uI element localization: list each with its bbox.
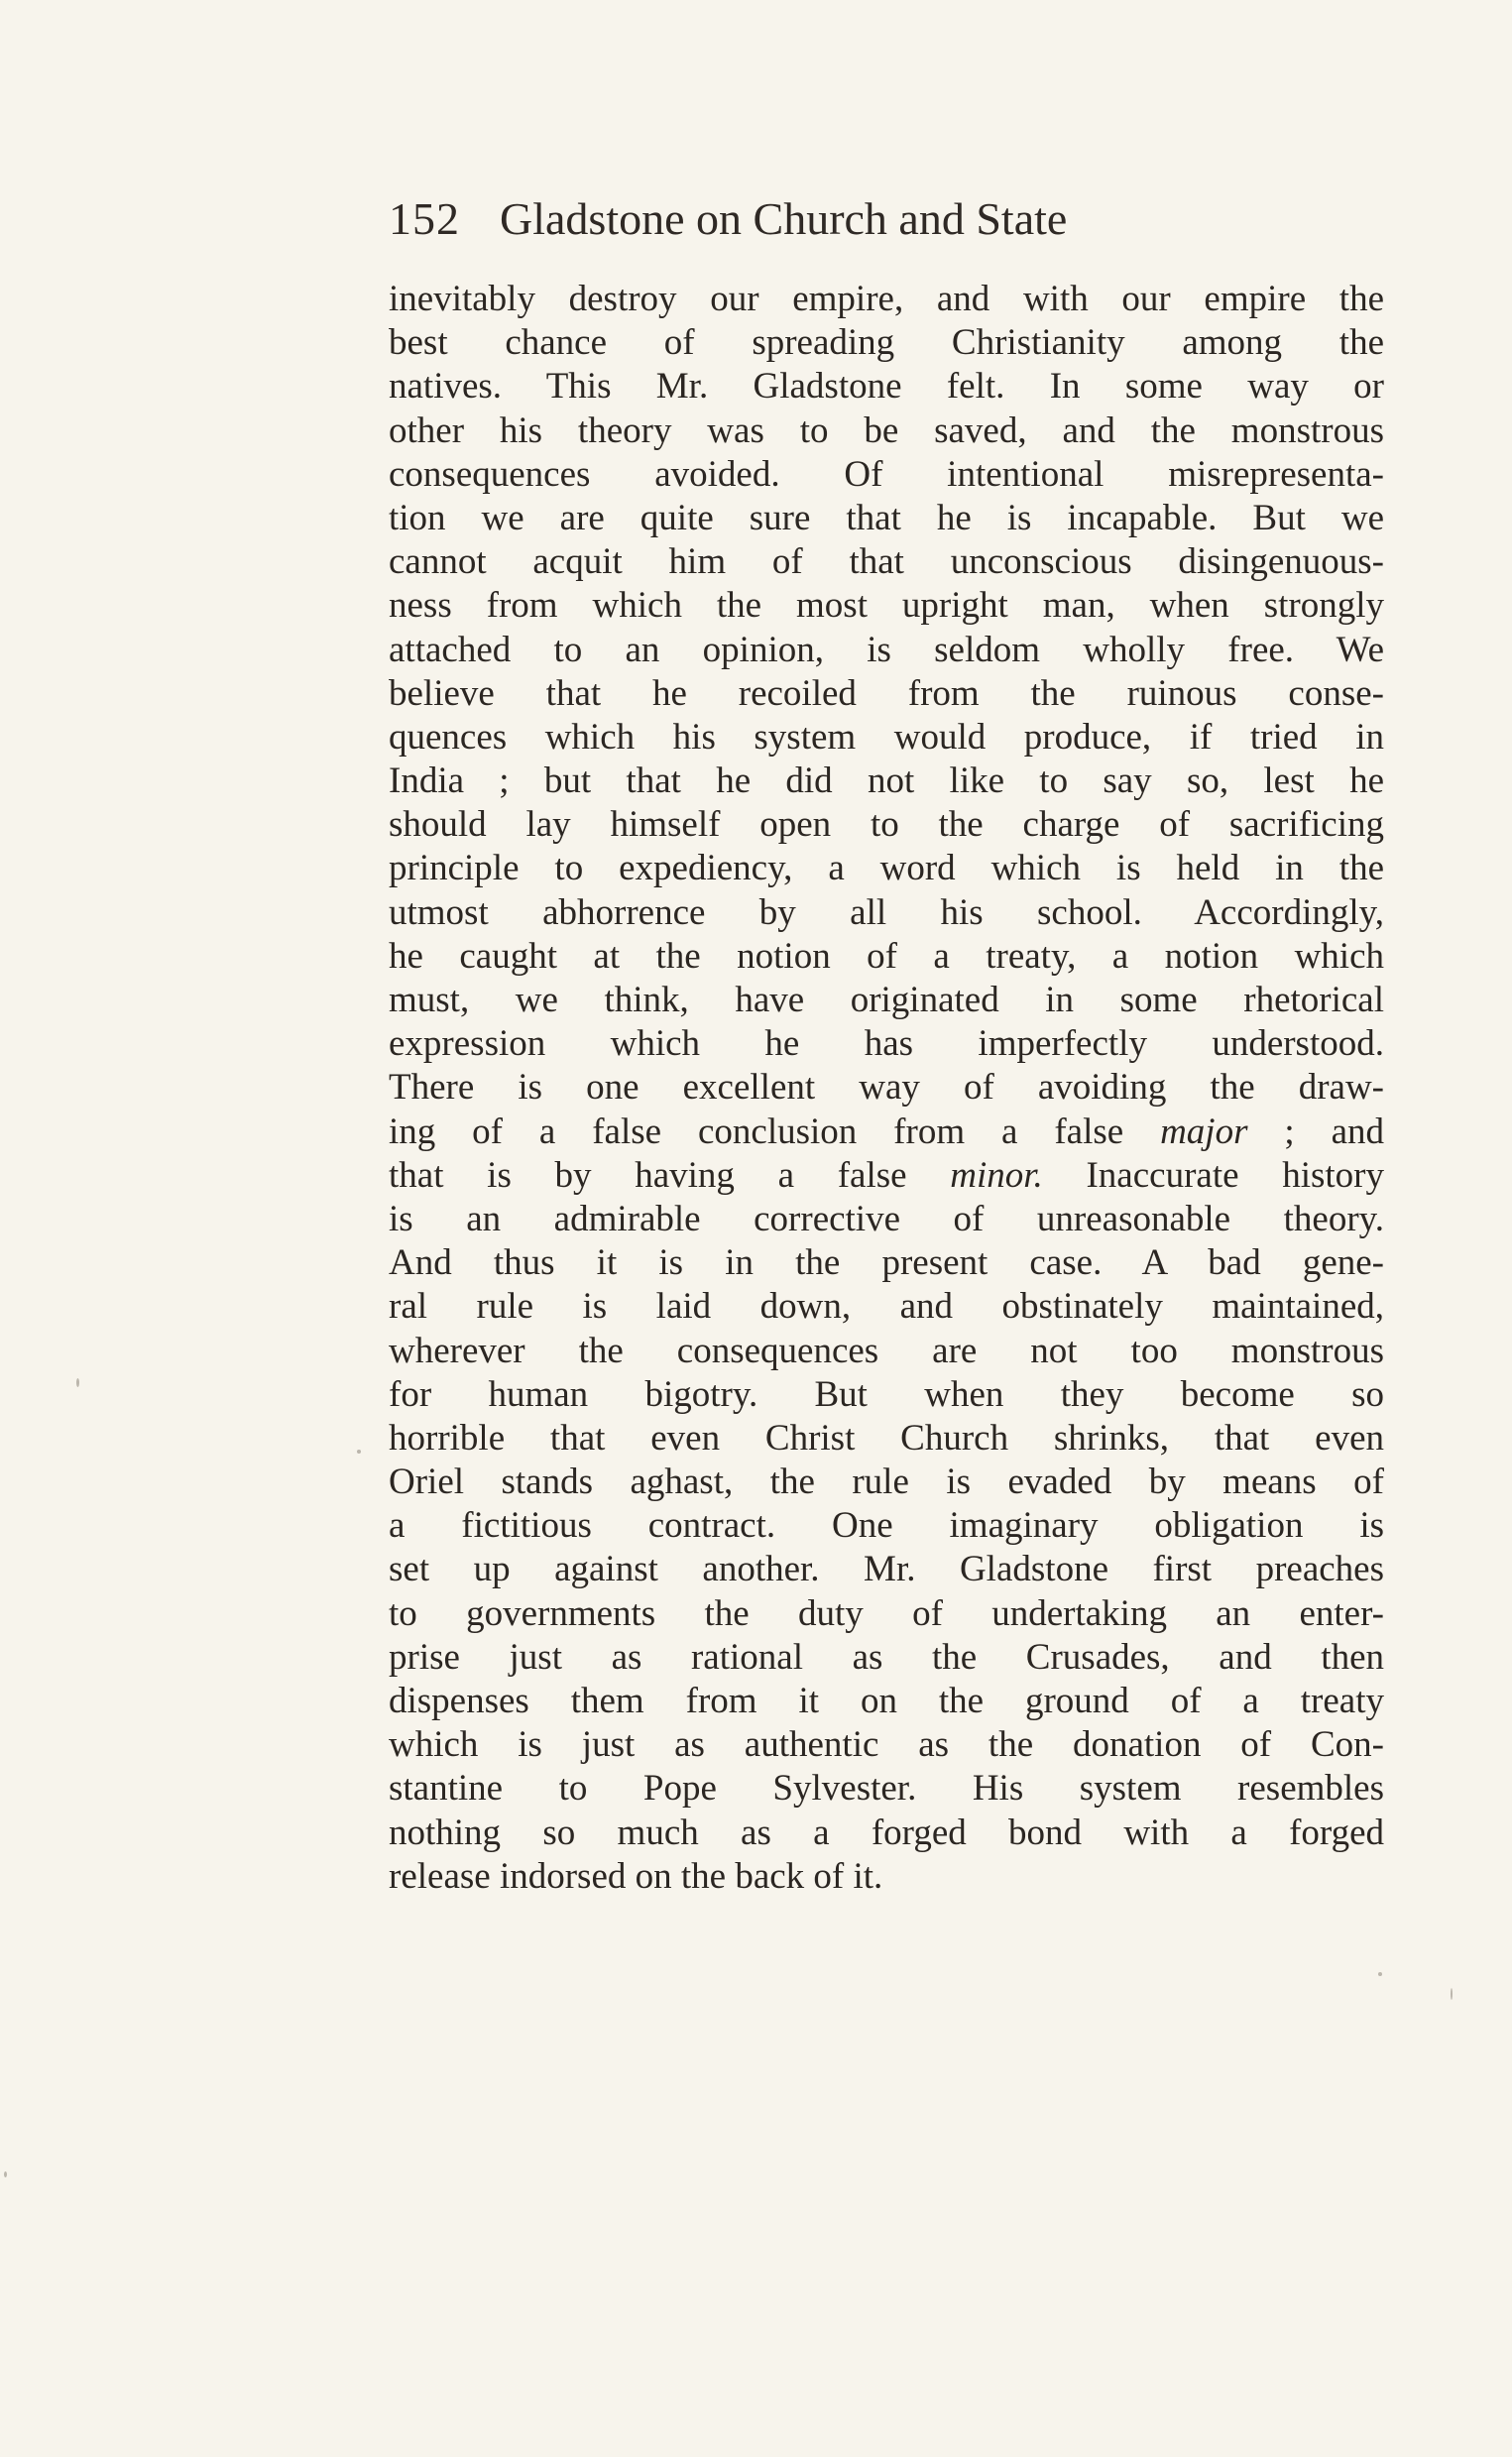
text-line: tion we are quite sure that he is incapable. But we <box>389 497 1384 538</box>
italic-word-minor: minor. <box>950 1154 1043 1196</box>
text-line: must, we think, have originated in some rhetorical <box>389 980 1384 1020</box>
paper-speck <box>1378 1972 1382 1976</box>
text-line: cannot acquit him of that unconscious disingenuous- <box>389 541 1384 583</box>
text-line-last: release indorsed on the back of it. <box>389 1855 883 1897</box>
text-line: is an admirable corrective of unreasonable theory. <box>389 1198 1384 1239</box>
running-head <box>389 188 1241 250</box>
text-line: India ; but that he did not like to say so, lest he <box>389 760 1384 802</box>
text-line: principle to expediency, a word which is held in the <box>389 848 1384 889</box>
text-line: dispenses them from it on the ground of a treaty <box>389 1681 1384 1721</box>
paper-speck <box>1451 1988 1453 2000</box>
text-line: quences which his system would produce, if tried in <box>389 716 1384 758</box>
text-line: expression which he has imperfectly understood. <box>389 1023 1384 1065</box>
text-line: horrible that even Christ Church shrinks, that even <box>389 1417 1384 1459</box>
text-line: attached to an opinion, is seldom wholly free. We <box>389 629 1384 670</box>
text-line-major <box>389 1111 1384 1154</box>
text-line: inevitably destroy our empire, and with our empire the <box>389 279 1384 319</box>
text-segment: ; and <box>1247 1111 1384 1152</box>
paper-speck <box>4 2171 7 2177</box>
text-line: ral rule is laid down, and obstinately maintained, <box>389 1286 1384 1328</box>
text-line: a fictitious contract. One imaginary obligation is <box>389 1505 1384 1547</box>
text-segment: that is by having a false <box>389 1154 951 1196</box>
text-line: Oriel stands aghast, the rule is evaded by means of <box>389 1462 1384 1503</box>
paper-speck <box>357 1450 361 1454</box>
text-line: There is one excellent way of avoiding the draw- <box>389 1067 1384 1109</box>
text-segment: ing of a false conclusion from a false <box>389 1111 1161 1152</box>
text-line: stantine to Pope Sylvester. His system resembles <box>389 1768 1384 1810</box>
text-line: natives. This Mr. Gladstone felt. In some way or <box>389 366 1384 408</box>
text-segment: Inaccurate history <box>1042 1154 1384 1196</box>
text-line: wherever the consequences are not too monstrous <box>389 1330 1384 1371</box>
text-line: believe that he recoiled from the ruinous conse- <box>389 672 1384 714</box>
running-title: Gladstone on Church and State <box>500 193 1068 244</box>
text-line: nothing so much as a forged bond with a forged <box>389 1812 1384 1853</box>
text-line: for human bigotry. But when they become so <box>389 1373 1384 1415</box>
text-line-minor <box>389 1154 1384 1198</box>
text-line: should lay himself open to the charge of sacrificing <box>389 804 1384 846</box>
text-line: best chance of spreading Christianity among the <box>389 322 1384 364</box>
text-line: utmost abhorrence by all his school. Accordingly, <box>389 891 1384 933</box>
text-line: which is just as authentic as the donation of Con- <box>389 1724 1384 1766</box>
body-text <box>389 278 1384 1899</box>
italic-word-major: major <box>1160 1111 1248 1152</box>
text-line: And thus it is in the present case. A bad gene- <box>389 1242 1384 1284</box>
page-number: 152 <box>389 193 460 244</box>
text-line: prise just as rational as the Crusades, and then <box>389 1636 1384 1678</box>
paper-speck <box>76 1378 79 1387</box>
text-line: he caught at the notion of a treaty, a notion which <box>389 935 1384 977</box>
text-line: consequences avoided. Of intentional misrepresenta- <box>389 453 1384 495</box>
text-line: to governments the duty of undertaking an enter- <box>389 1592 1384 1634</box>
text-line: ness from which the most upright man, when strongly <box>389 585 1384 627</box>
text-line: other his theory was to be saved, and the monstrous <box>389 410 1384 451</box>
text-line: set up against another. Mr. Gladstone first preaches <box>389 1549 1384 1590</box>
